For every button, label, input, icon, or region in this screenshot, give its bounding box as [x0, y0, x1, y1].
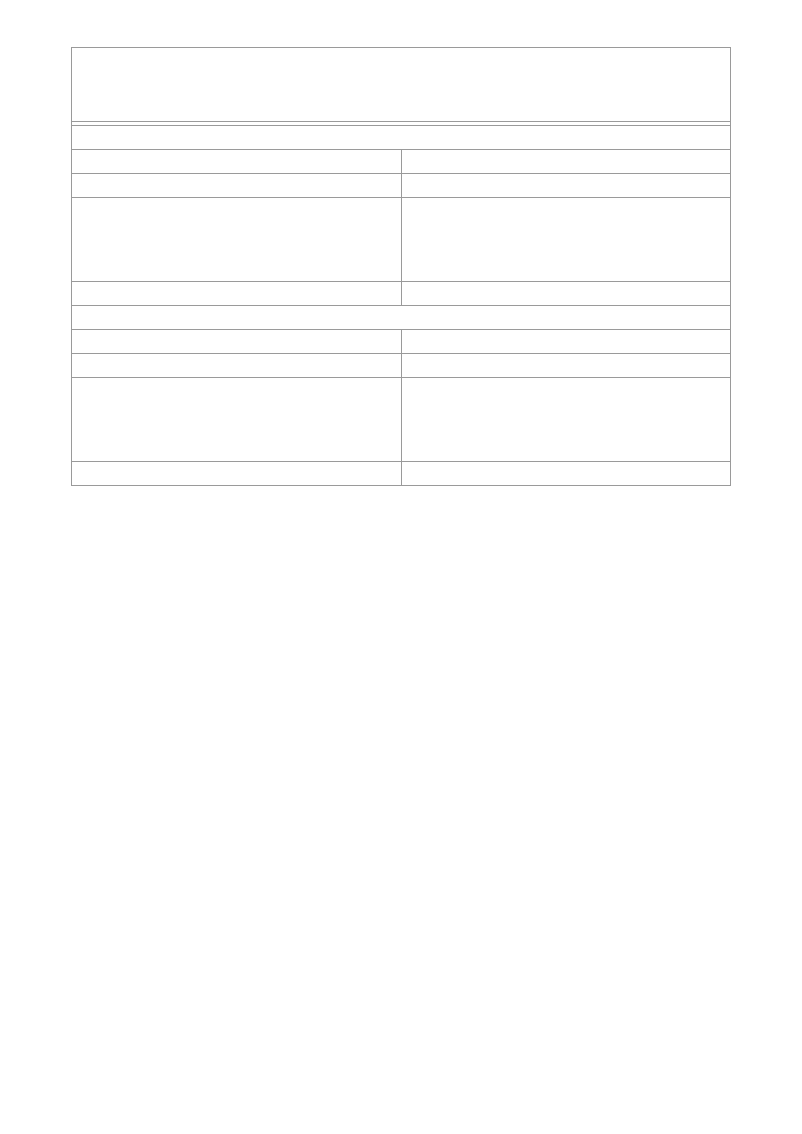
cooling-hourly-value	[402, 198, 730, 281]
cooling-eer-label-cell	[72, 150, 402, 173]
heating-capacity-label	[72, 462, 402, 485]
heating-class-row	[72, 354, 730, 378]
heating-hourly-label	[72, 378, 402, 461]
cooling-capacity-empty-cell	[402, 282, 730, 305]
cooling-hourly-label	[72, 198, 402, 281]
cooling-mode-heading	[72, 126, 730, 149]
heating-cop-empty-cell	[402, 330, 730, 353]
cooling-capacity-row	[72, 282, 730, 306]
title-block	[72, 48, 730, 122]
heating-hourly-row	[72, 378, 730, 462]
cooling-eer-empty-cell	[402, 150, 730, 173]
heating-capacity-row	[72, 462, 730, 486]
heating-cop-row	[72, 330, 730, 354]
cooling-class-label-cell	[72, 174, 402, 197]
heating-hourly-value	[402, 378, 730, 461]
cooling-eer-row	[72, 150, 730, 174]
heating-mode-heading	[72, 306, 730, 329]
cooling-hourly-row	[72, 198, 730, 282]
cooling-capacity-label-cell	[72, 282, 402, 305]
heating-cop-label-cell	[72, 330, 402, 353]
heating-class-label-cell	[72, 354, 402, 377]
heating-capacity-value	[402, 462, 730, 485]
heating-class-empty-cell	[402, 354, 730, 377]
product-fiche-table	[71, 47, 731, 486]
refrigerant-note	[72, 122, 730, 125]
cooling-heading-row	[72, 126, 730, 150]
heating-heading-row	[72, 306, 730, 330]
cooling-class-row	[72, 174, 730, 198]
cooling-class-empty-cell	[402, 174, 730, 197]
